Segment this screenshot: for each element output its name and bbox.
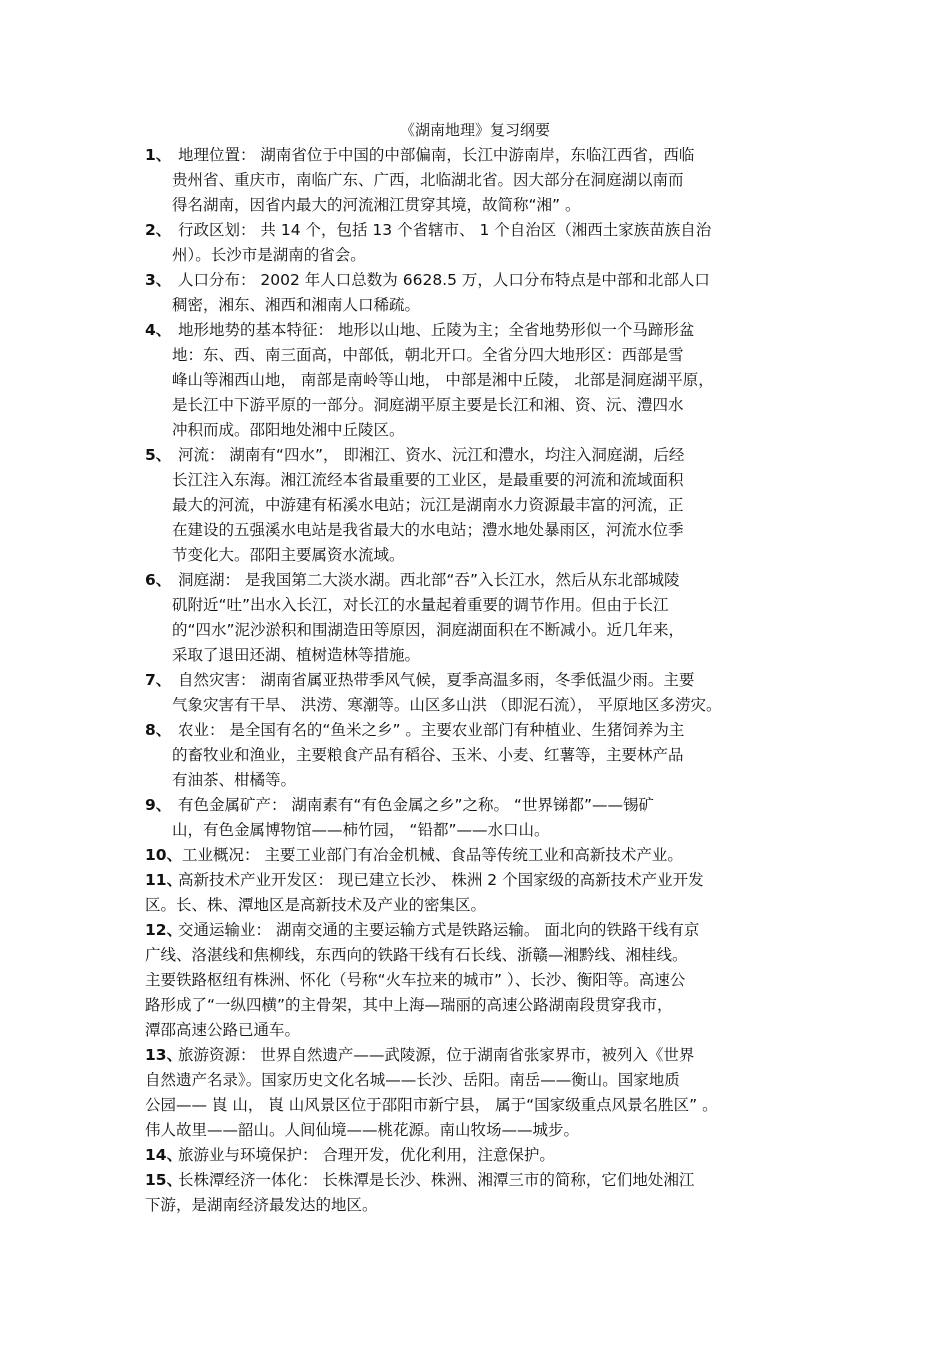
item-line: 最大的河流，中游建有柘溪水电站；沅江是湖南水力资源最丰富的河流，正 [172,496,684,514]
item-number: 14、 [145,1146,183,1164]
item-line: 峰山等湘西山地， 南部是南岭等山地， 中部是湘中丘陵， 北部是洞庭湖平原， [172,371,714,389]
item-line: 高新技术产业开发区： 现已建立长沙、 株洲 2 个国家级的高新技术产业开发 [178,871,704,889]
item-line: 的畜牧业和渔业，主要粮食产品有稻谷、玉米、小麦、红薯等，主要林产品 [172,746,684,764]
item-line: 有色金属矿产： 湖南素有“有色金属之乡”之称。 “世界锑都”——锡矿 [178,796,654,814]
item-line: 山，有色金属博物馆——柿竹园， “铅都”——水口山。 [172,821,550,839]
item-number: 10、 [145,846,183,864]
item-line: 得名湖南，因省内最大的河流湘江贯穿其境，故简称“湘” 。 [172,196,581,214]
item-line: 贵州省、重庆市，南临广东、广西，北临湖北省。因大部分在洞庭湖以南而 [172,171,684,189]
item-line: 区。长、株、潭地区是高新技术及产业的密集区。 [145,896,487,914]
item-line: 下游，是湖南经济最发达的地区。 [145,1196,378,1214]
item-line: 行政区划： 共 14 个，包括 13 个省辖市、 1 个自治区（湘西土家族苗族自治 [178,221,712,239]
item-number: 4、 [145,321,172,339]
item-line: 交通运输业： 湖南交通的主要运输方式是铁路运输。 面北向的铁路干线有京 [178,921,700,939]
item-line: 地理位置： 湖南省位于中国的中部偏南，长江中游南岸，东临江西省，西临 [178,146,695,164]
item-line: 路形成了“一纵四横”的主骨架，其中上海—瑞丽的高速公路湖南段贯穿我市， [145,996,673,1014]
item-line: 地：东、西、南三面高，中部低，朝北开口。全省分四大地形区：西部是雪 [172,346,684,364]
item-number: 1、 [145,146,172,164]
item-line: 节变化大。邵阳主要属资水流域。 [172,546,405,564]
item-number: 11、 [145,871,183,889]
item-line: 长株潭经济一体化： 长株潭是长沙、株洲、湘潭三市的简称，它们地处湘江 [178,1171,695,1189]
item-line: 工业概况： 主要工业部门有冶金机械、食品等传统工业和高新技术产业。 [182,846,683,864]
item-line: 州）。长沙市是湖南的省会。 [172,246,366,264]
item-number: 6、 [145,571,172,589]
item-line: 稠密，湘东、湘西和湘南人口稀疏。 [172,296,421,314]
item-line: 冲积而成。邵阳地处湘中丘陵区。 [172,421,405,439]
item-number: 7、 [145,671,172,689]
item-line: 洞庭湖： 是我国第二大淡水湖。西北部“吞”入长江水，然后从东北部城陵 [178,571,680,589]
item-line: 农业： 是全国有名的“鱼米之乡” 。主要农业部门有种植业、生猪饲养为主 [178,721,685,739]
item-line: 人口分布： 2002 年人口总数为 6628.5 万，人口分布特点是中部和北部人口 [178,271,710,289]
item-number: 2、 [145,221,172,239]
item-line: 旅游资源： 世界自然遗产——武陵源，位于湖南省张家界市，被列入《世界 [178,1046,695,1064]
item-line: 旅游业与环境保护： 合理开发，优化利用，注意保护。 [178,1146,555,1164]
item-line: 的“四水”泥沙淤积和围湖造田等原因，洞庭湖面积在不断减小。近几年来， [172,621,685,639]
item-number: 13、 [145,1046,183,1064]
item-line: 采取了退田还湖、植树造林等措施。 [172,646,421,664]
item-number: 3、 [145,271,172,289]
item-line: 气象灾害有干旱、 洪涝、寒潮等。山区多山洪 （即泥石流）， 平原地区多涝灾。 [172,696,722,714]
item-number: 5、 [145,446,172,464]
item-number: 12、 [145,921,183,939]
item-line: 自然灾害： 湖南省属亚热带季风气候，夏季高温多雨，冬季低温少雨。主要 [178,671,695,689]
item-line: 地形地势的基本特征： 地形以山地、丘陵为主；全省地势形似一个马蹄形盆 [178,321,695,339]
item-line: 有油茶、柑橘等。 [172,771,297,789]
item-line: 广线、洛湛线和焦柳线，东西向的铁路干线有石长线、浙赣—湘黔线、湘桂线。 [145,946,688,964]
item-number: 8、 [145,721,172,739]
item-line: 矶附近“吐”出水入长江，对长江的水量起着重要的调节作用。但由于长江 [172,596,669,614]
page-title: 《湖南地理》复习纲要 [399,121,550,139]
item-line: 公园—— 崀 山， 崀 山风景区位于邵阳市新宁县， 属于“国家级重点风景名胜区” 。 [145,1096,718,1114]
item-line: 主要铁路枢纽有株洲、怀化（号称“火车拉来的城市” ）、长沙、衡阳等。高速公 [145,971,686,989]
item-line: 河流： 湖南有“四水”， 即湘江、资水、沅江和澧水，均注入洞庭湖，后经 [178,446,685,464]
item-number: 9、 [145,796,172,814]
item-line: 在建设的五强溪水电站是我省最大的水电站；澧水地处暴雨区，河流水位季 [172,521,684,539]
item-line: 伟人故里——韶山。人间仙境——桃花源。南山牧场——城步。 [145,1121,580,1139]
item-line: 是长江中下游平原的一部分。洞庭湖平原主要是长江和湘、资、沅、澧四水 [172,396,684,414]
item-number: 15、 [145,1171,183,1189]
item-line: 自然遗产名录》。国家历史文化名城——长沙、岳阳。南岳——衡山。国家地质 [145,1071,680,1089]
item-line: 潭邵高速公路已通车。 [145,1021,301,1039]
item-line: 长江注入东海。湘江流经本省最重要的工业区，是最重要的河流和流域面积 [172,471,684,489]
